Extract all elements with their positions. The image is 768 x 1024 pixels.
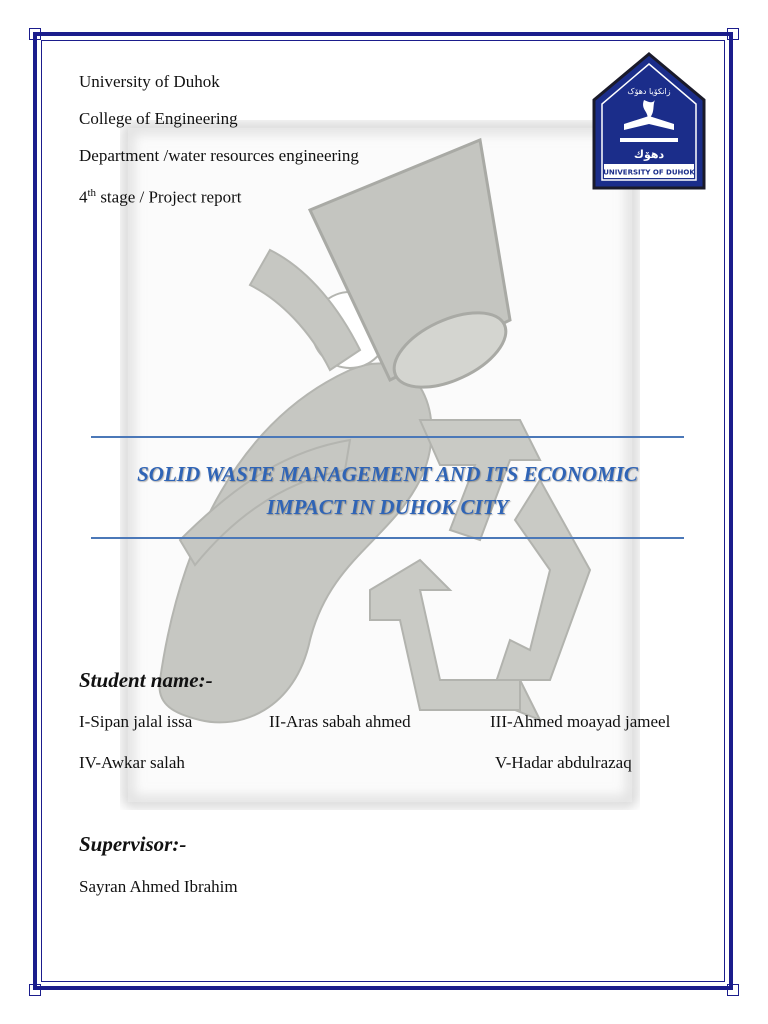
student-name: III-Ahmed moayad jameel <box>490 712 671 731</box>
student-name-heading: Student name:- <box>79 668 213 692</box>
stage-suffix: th <box>87 187 97 199</box>
stage-number: 4 <box>79 187 88 207</box>
university-logo <box>592 52 706 190</box>
stage-text: stage / Project report <box>96 187 242 207</box>
logo-kurdish-text: زانکۆیا دهۆک <box>627 87 671 96</box>
supervisor-name: Sayran Ahmed Ibrahim <box>79 877 238 896</box>
student-name: I-Sipan jalal issa <box>79 712 193 731</box>
border-corner-top-left <box>29 28 41 40</box>
title-rule-top <box>91 436 684 438</box>
student-name: V-Hadar abdulrazaq <box>495 753 632 772</box>
college-name: College of Engineering <box>79 109 238 128</box>
report-title-line-1: SOLID WASTE MANAGEMENT AND ITS ECONOMIC <box>137 462 638 486</box>
stage-line <box>79 183 241 208</box>
svg-text:ﺩﻫﯚﻙ: ﺩﻫﯚﻙ <box>633 148 665 161</box>
student-name: II-Aras sabah ahmed <box>269 712 411 731</box>
border-corner-bottom-left <box>29 984 41 996</box>
supervisor-heading: Supervisor:- <box>79 832 187 856</box>
border-corner-top-right <box>727 28 739 40</box>
student-name: IV-Awkar salah <box>79 753 185 772</box>
logo-caption: UNIVERSITY OF DUHOK <box>603 168 695 177</box>
university-name: University of Duhok <box>79 72 220 91</box>
border-corner-bottom-right <box>727 984 739 996</box>
department-name: Department /water resources engineering <box>79 146 359 165</box>
title-rule-bottom <box>91 537 684 539</box>
report-title <box>91 458 684 524</box>
report-title-line-2: IMPACT IN DUHOK CITY <box>266 495 509 519</box>
